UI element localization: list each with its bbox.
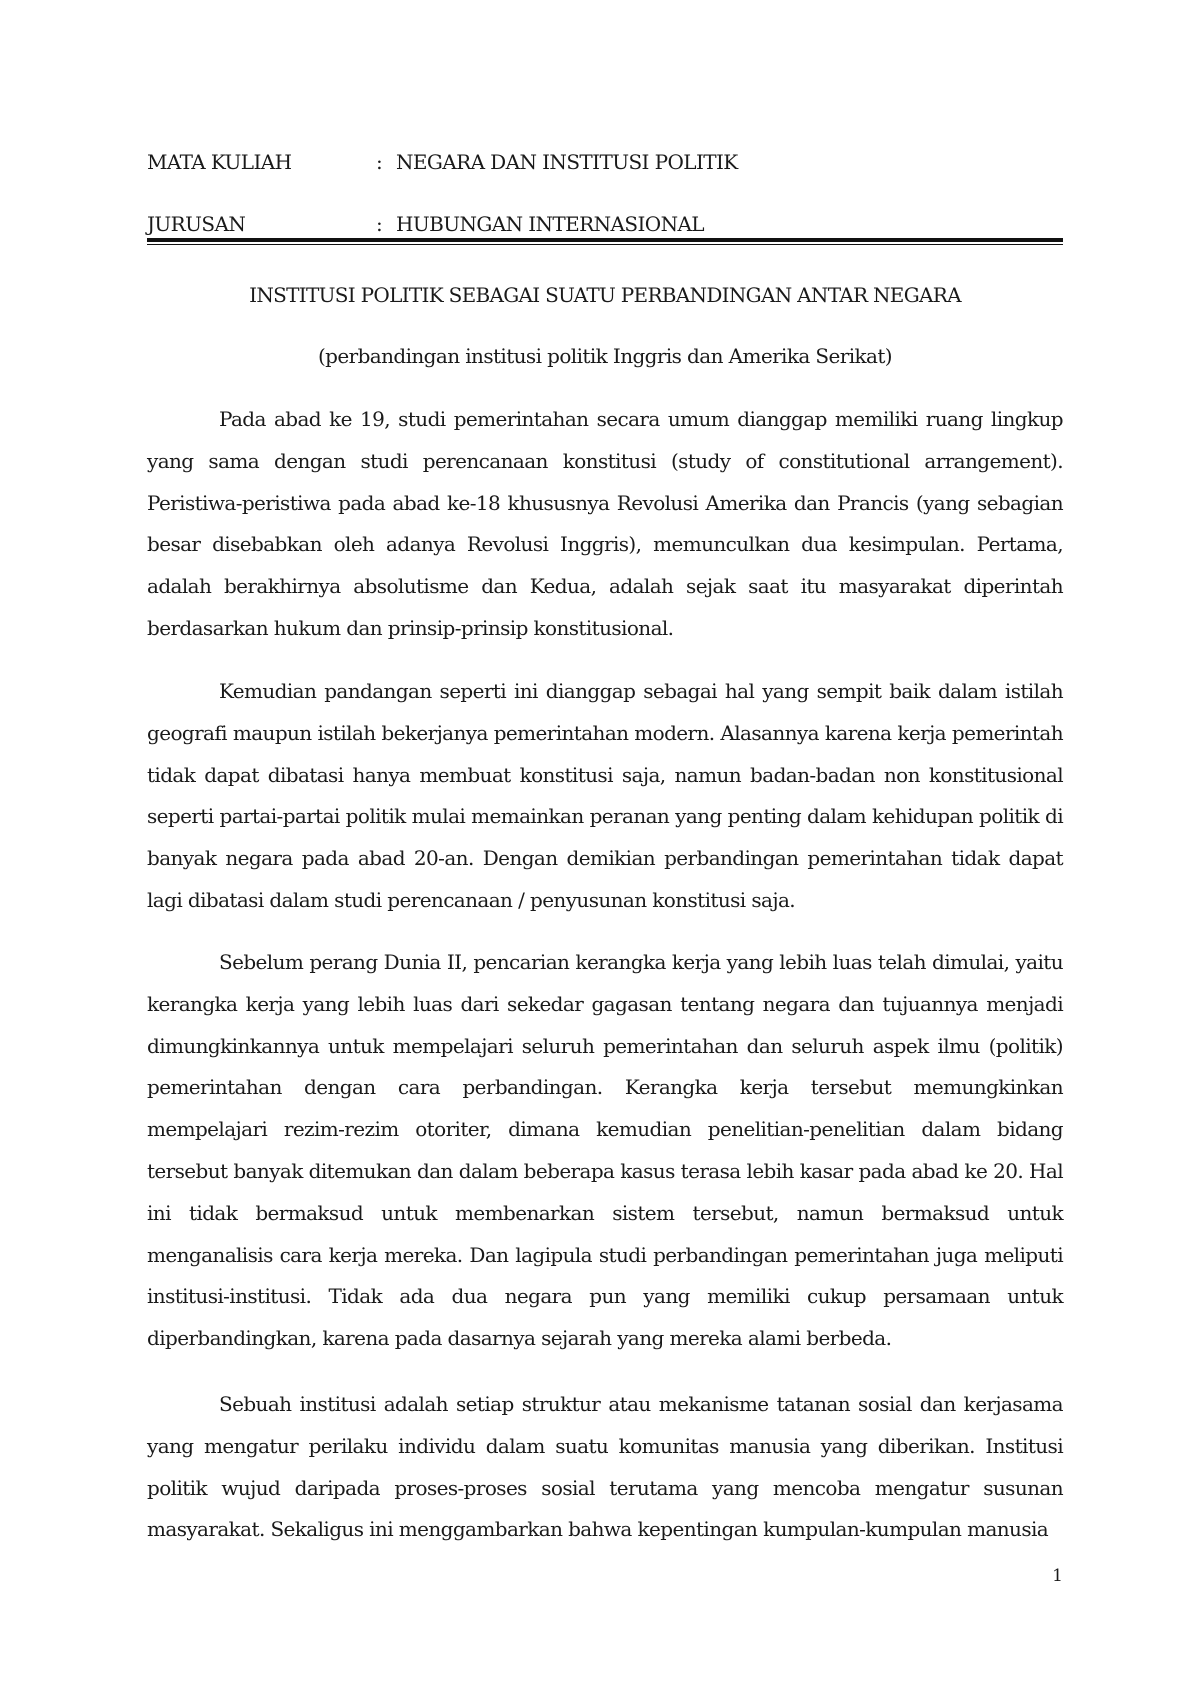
page-number: 1	[1052, 1566, 1063, 1586]
course-value: NEGARA DAN INSTITUSI POLITIK	[396, 150, 738, 174]
header-divider-thick	[147, 238, 1063, 242]
body-paragraph-1: Pada abad ke 19, studi pemerintahan secara umum dianggap memiliki ruang lingkup yang sama dengan studi perencanaan konstitusi (study of constitutional arrangement). Peristiwa-peristiwa pada abad ke-18 khususnya Revolusi Amerika dan Prancis (yang sebagian besar disebabkan oleh adanya Revolusi Inggris), memunculkan dua kesimpulan. Pertama, adalah berakhirnya absolutisme dan Kedua, adalah sejak saat itu masyarakat diperintah berdasarkan hukum dan prinsip-prinsip konstitusional.	[147, 407, 1063, 640]
course-separator: :	[376, 150, 383, 174]
department-label: JURUSAN	[147, 212, 246, 236]
course-row	[147, 150, 738, 174]
department-separator: :	[376, 212, 383, 236]
body-paragraph-2: Kemudian pandangan seperti ini dianggap sebagai hal yang sempit baik dalam istilah geografi maupun istilah bekerjanya pemerintahan modern. Alasannya karena kerja pemerintah tidak dapat dibatasi hanya membuat konstitusi saja, namun badan-badan non konstitusional seperti partai-partai politik mulai memainkan peranan yang penting dalam kehidupan politik di banyak negara pada abad 20-an. Dengan demikian perbandingan pemerintahan tidak dapat lagi dibatasi dalam studi perencanaan / penyusunan konstitusi saja.	[147, 679, 1063, 912]
header-divider-thin	[147, 244, 1063, 245]
document-subtitle: (perbandingan institusi politik Inggris dan Amerika Serikat)	[317, 344, 893, 368]
department-value: HUBUNGAN INTERNASIONAL	[396, 212, 704, 236]
document-title: INSTITUSI POLITIK SEBAGAI SUATU PERBANDINGAN ANTAR NEGARA	[249, 283, 961, 307]
body-paragraph-4: Sebuah institusi adalah setiap struktur atau mekanisme tatanan sosial dan kerjasama yang mengatur perilaku individu dalam suatu komunitas manusia yang diberikan. Institusi politik wujud daripada proses-proses sosial terutama yang mencoba mengatur susunan masyarakat. Sekaligus ini menggambarkan bahwa kepentingan kumpulan-kumpulan manusia	[147, 1392, 1063, 1542]
course-label: MATA KULIAH	[147, 150, 292, 174]
department-row	[147, 212, 704, 236]
body-paragraph-3: Sebelum perang Dunia II, pencarian kerangka kerja yang lebih luas telah dimulai, yaitu kerangka kerja yang lebih luas dari sekedar gagasan tentang negara dan tujuannya menjadi dimungkinkannya untuk mempelajari seluruh pemerintahan dan seluruh aspek ilmu (politik) pemerintahan dengan cara perbandingan. Kerangka kerja tersebut memungkinkan mempelajari rezim-rezim otoriter, dimana kemudian penelitian-penelitian dalam bidang tersebut banyak ditemukan dan dalam beberapa kasus terasa lebih kasar pada abad ke 20. Hal ini tidak bermaksud untuk membenarkan sistem tersebut, namun bermaksud untuk menganalisis cara kerja mereka. Dan lagipula studi perbandingan pemerintahan juga meliputi institusi-institusi. Tidak ada dua negara pun yang memiliki cukup persamaan untuk diperbandingkan, karena pada dasarnya sejarah yang mereka alami berbeda.	[147, 950, 1063, 1351]
